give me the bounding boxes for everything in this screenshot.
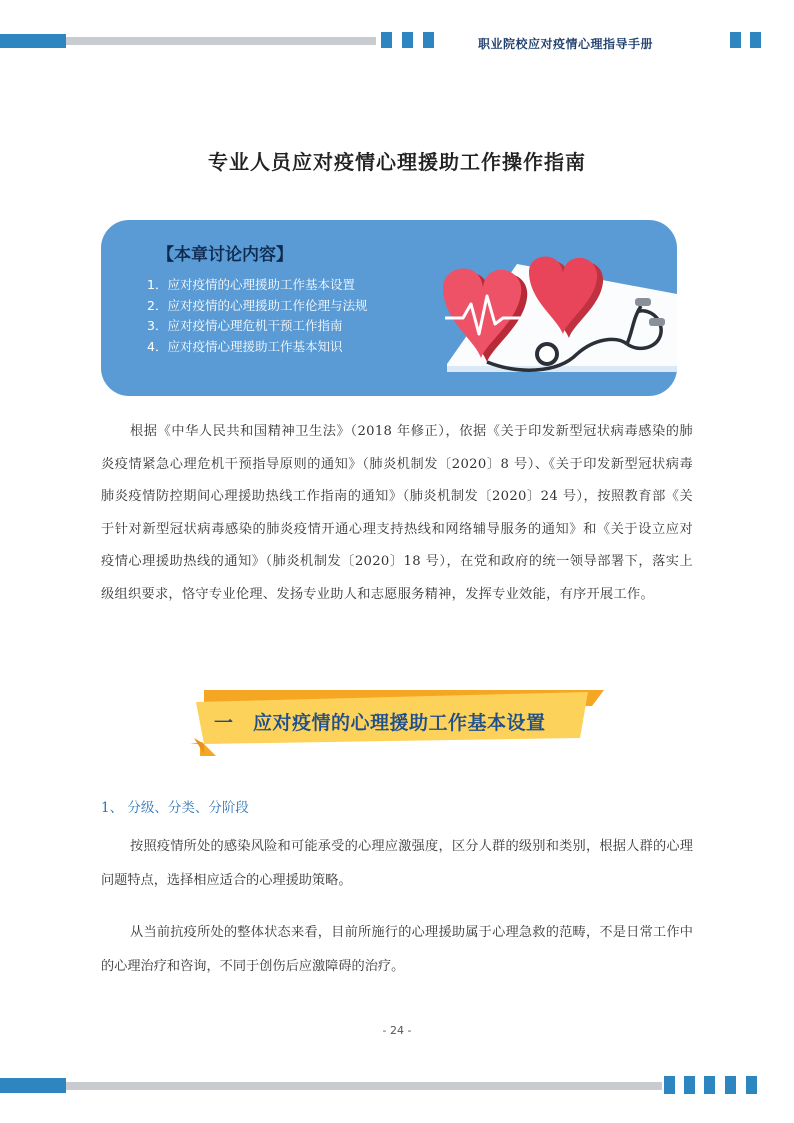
section-banner-title: 一 应对疫情的心理援助工作基本设置 (214, 712, 546, 734)
header-block (381, 32, 392, 48)
footer-block (684, 1076, 695, 1094)
body-paragraph: 按照疫情所处的感染风险和可能承受的心理应激强度，区分人群的级别和类别，根据人群的心理问题特点，选择相应适合的心理援助策略。 (101, 839, 693, 888)
header-block (423, 32, 434, 48)
footer-rule (66, 1082, 662, 1090)
footer-accent-bar (0, 1078, 66, 1093)
header-accent-bar (0, 34, 66, 48)
header-block (750, 32, 761, 48)
chapter-topic-item: 2．应对疫情的心理援助工作伦理与法规 (147, 297, 368, 313)
running-header-title: 职业院校应对疫情心理指导手册 (478, 37, 654, 51)
chapter-topic-item: 4．应对疫情心理援助工作基本知识 (147, 338, 343, 354)
chapter-topic-item: 1．应对疫情的心理援助工作基本设置 (147, 277, 355, 292)
chapter-topic-list (147, 275, 367, 357)
header-block (402, 32, 413, 48)
subsection-heading: 1、 分级、分类、分阶段 (101, 800, 249, 816)
chapter-heading: 【本章讨论内容】 (157, 245, 293, 265)
heart-stethoscope-illustration (427, 234, 677, 384)
header-rule (66, 37, 376, 45)
intro-paragraph: 根据《中华人民共和国精神卫生法》（2018 年修正），依据《关于印发新型冠状病毒感染的肺炎疫情紧急心理危机干预指导原则的通知》（肺炎机制发〔2020〕8 号）、《关于印发新型冠状病毒肺炎疫情防控期间心理援助热线工作指南的通知》（肺炎机制发〔2020〕24 号），按照教育部《关于针对新型冠状病毒感染的肺炎疫情开通心理支持热线和网络辅导服务的通知》和《关于设立应对疫情心理援助热线的通知》（肺炎机制发〔2020〕18 号），在党和政府的统一领导部署下，落实上级组织要求，恪守专业伦理、发扬专业助人和志愿服务精神，发挥专业效能，有序开展工作。 (101, 424, 693, 602)
footer-block (704, 1076, 715, 1094)
body-paragraph: 从当前抗疫所处的整体状态来看，目前所施行的心理援助属于心理急救的范畴，不是日常工作中的心理治疗和咨询，不同于创伤后应激障碍的治疗。 (101, 925, 693, 974)
page-number: - 24 - (382, 1024, 412, 1037)
footer-block (664, 1076, 675, 1094)
header-block (730, 32, 741, 48)
footer-block (746, 1076, 757, 1094)
chapter-topic-item: 3．应对疫情心理危机干预工作指南 (147, 318, 343, 333)
chapter-summary-box (101, 220, 677, 396)
page-title: 专业人员应对疫情心理援助工作操作指南 (208, 150, 586, 174)
footer-block (725, 1076, 736, 1094)
